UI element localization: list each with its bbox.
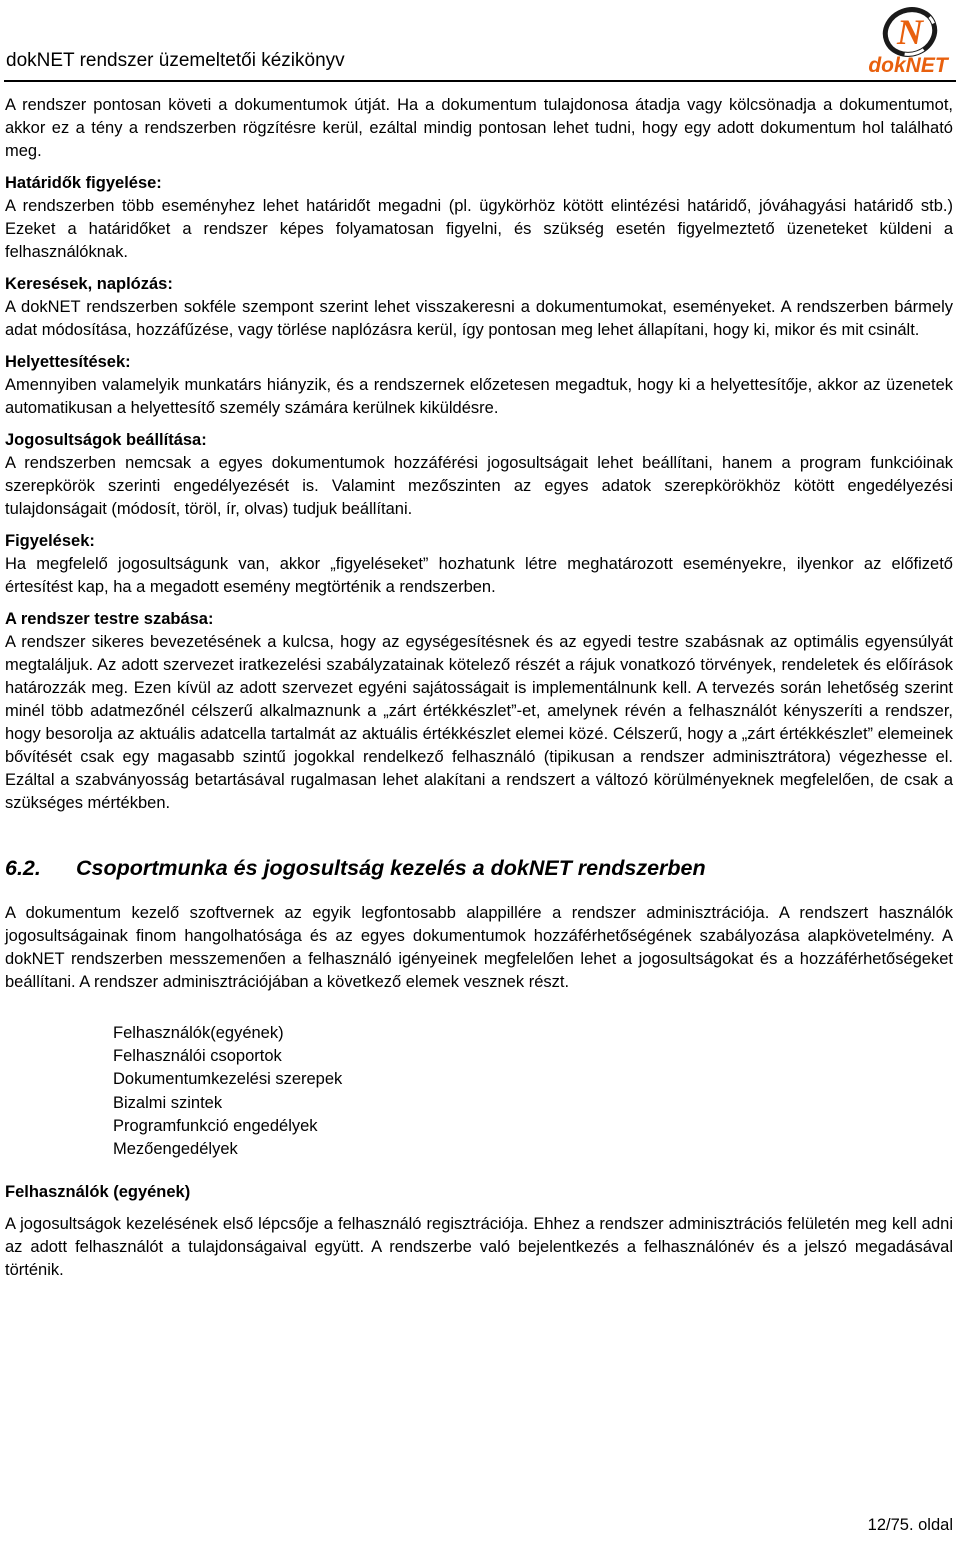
list-item: Programfunkció engedélyek bbox=[113, 1116, 318, 1135]
header-divider bbox=[4, 80, 956, 82]
list-item: Felhasználók(egyének) bbox=[113, 1024, 284, 1042]
logo-text: dokNET bbox=[868, 54, 948, 76]
section-heading-permissions: Jogosultságok beállítása: bbox=[5, 431, 207, 449]
section-heading-deadlines: Határidők figyelése: bbox=[5, 174, 162, 192]
chapter-heading bbox=[5, 857, 953, 880]
admin-elements-list bbox=[5, 1022, 953, 1161]
chapter-number: 6.2. bbox=[5, 856, 41, 880]
chapter-title: Csoportmunka és jogosultság kezelés a dokNET rendszerben bbox=[76, 856, 706, 880]
section-body-permissions: A rendszerben nemcsak a egyes dokumentumok hozzáférési jogosultságait lehet beállítani, hanem a program funkcióinak szerepkörök szerinti engedélyezését is. Valamint mezőszinten az egyes adatok szerepkörökhöz kötött engedélyezési tulajdonságait (módosít, töröl, ír, olvas) tudjuk beállítani. bbox=[5, 454, 953, 518]
subsection-body-users: A jogosultságok kezelésének első lépcsője a felhasználó regisztrációja. Ehhez a rendszer adminisztrációs felületén meg kell adni az adott felhasználót a tulajdonságaival együtt. A rendszerbe való bejelentkezés a felhasználónév és a jelszó megadásával történik. bbox=[5, 1215, 953, 1280]
list-item: Mezőengedélyek bbox=[113, 1140, 238, 1159]
section-body-deadlines: A rendszerben több eseményhez lehet határidőt megadni (pl. ügykörhöz kötött elintézési határidő, jóváhagyási határidő stb.) Ezeket a határidőket a rendszer képes folyamatosan figyelni, és szükség esetén figyelmeztető üzeneteket küldeni a felhasználóknak. bbox=[5, 197, 953, 261]
section-body-substitutions: Amennyiben valamelyik munkatárs hiányzik, és a rendszernek előzetesen megadtuk, hogy ki a helyettesítője, akkor az üzenetek automatikusan a helyettesítő személy számára kerülnek kiküldésre. bbox=[5, 376, 953, 417]
list-item: Dokumentumkezelési szerepek bbox=[113, 1070, 343, 1089]
list-item: Felhasználói csoportok bbox=[113, 1047, 282, 1066]
intro-paragraph: A rendszer pontosan követi a dokumentumok útját. Ha a dokumentum tulajdonosa átadja vagy kölcsönadja a dokumentumot, akkor ez a tény a rendszerben rögzítésre kerül, ezáltal mindig pontosan lehet tudni, hogy egy adott dokumentum hol található meg. bbox=[5, 96, 953, 160]
doknet-logo bbox=[858, 6, 958, 76]
section-body-customization: A rendszer sikeres bevezetésének a kulcsa, hogy az egységesítésnek és az egyedi testre szabásnak az optimális egyensúlyát megtaláljuk. Az adott szervezet iratkezelési szabályzatainak kötelező részét a rájuk vonatkozó törvények, rendeletek és előírások határozzák meg. Ezen kívül az adott szervezet egyéni sajátosságait is implementálnunk kell. A tervezés során lehetőség szerint minél több adatmezőnél célszerű alkalmaznunk a „zárt értékkészlet”-et, amelynek révén a felhasználót kényszeríti a rendszer, hogy besorolja az aktuális adatcella tartalmát az aktuális értékkészlet elemei közé. Célszerű, hogy a „zárt értékkészlet” elemeinek bővítését csak egy magasabb szintű jogokkal rendelkező felhasználó (tipikusan a rendszer adminisztrátora) végezhesse el. Ezáltal a szabványosság betartásával rugalmasan lehet alakítani a rendszert a változó körülményeknek megfelelően, de csak a szükséges mértékben. bbox=[5, 633, 953, 812]
page-header bbox=[0, 0, 960, 86]
section-heading-watches: Figyelések: bbox=[5, 532, 95, 550]
list-item: Bizalmi szintek bbox=[113, 1093, 223, 1112]
document-body bbox=[5, 94, 953, 1282]
section-heading-customization: A rendszer testre szabása: bbox=[5, 610, 214, 628]
section-body-search-logging: A dokNET rendszerben sokféle szempont szerint lehet visszakeresni a dokumentumokat, eseményeket. A rendszerben bármely adat módosítása, hozzáfűzése, vagy törlése naplózásra kerül, így pontosan meg lehet állapítani, hogy ki, mikor és mit csinált. bbox=[5, 298, 953, 339]
section-heading-substitutions: Helyettesítések: bbox=[5, 353, 131, 371]
page-number: 12/75. oldal bbox=[867, 1516, 953, 1534]
subsection-heading-users: Felhasználók (egyének) bbox=[5, 1183, 191, 1202]
document-title: dokNET rendszer üzemeltetői kézikönyv bbox=[6, 50, 345, 71]
chapter-body: A dokumentum kezelő szoftvernek az egyik legfontosabb alappillére a rendszer adminisztrációja. A rendszert használók jogosultságainak finom hangolhatósága és az egyes dokumentumok hozzáférhetőségének szabályozása alapkövetelmény. A dokNET rendszerben messzemenően a felhasználó igényeinek megfelelően lehet a jogosultságokat és a hozzáférhetőségeket beállítani. A rendszer adminisztrációjában a következő elemek vesznek részt. bbox=[5, 904, 953, 991]
doknet-logo-graphic bbox=[858, 6, 958, 76]
section-body-watches: Ha megfelelő jogosultságunk van, akkor „figyeléseket” hozhatunk létre meghatározott eseményekre, ilyenkor az előfizető értesítést kap, ha a megadott esemény megtörténik a rendszerben. bbox=[5, 555, 953, 596]
section-heading-search-logging: Keresések, naplózás: bbox=[5, 275, 173, 293]
logo-letter: N bbox=[897, 12, 923, 52]
